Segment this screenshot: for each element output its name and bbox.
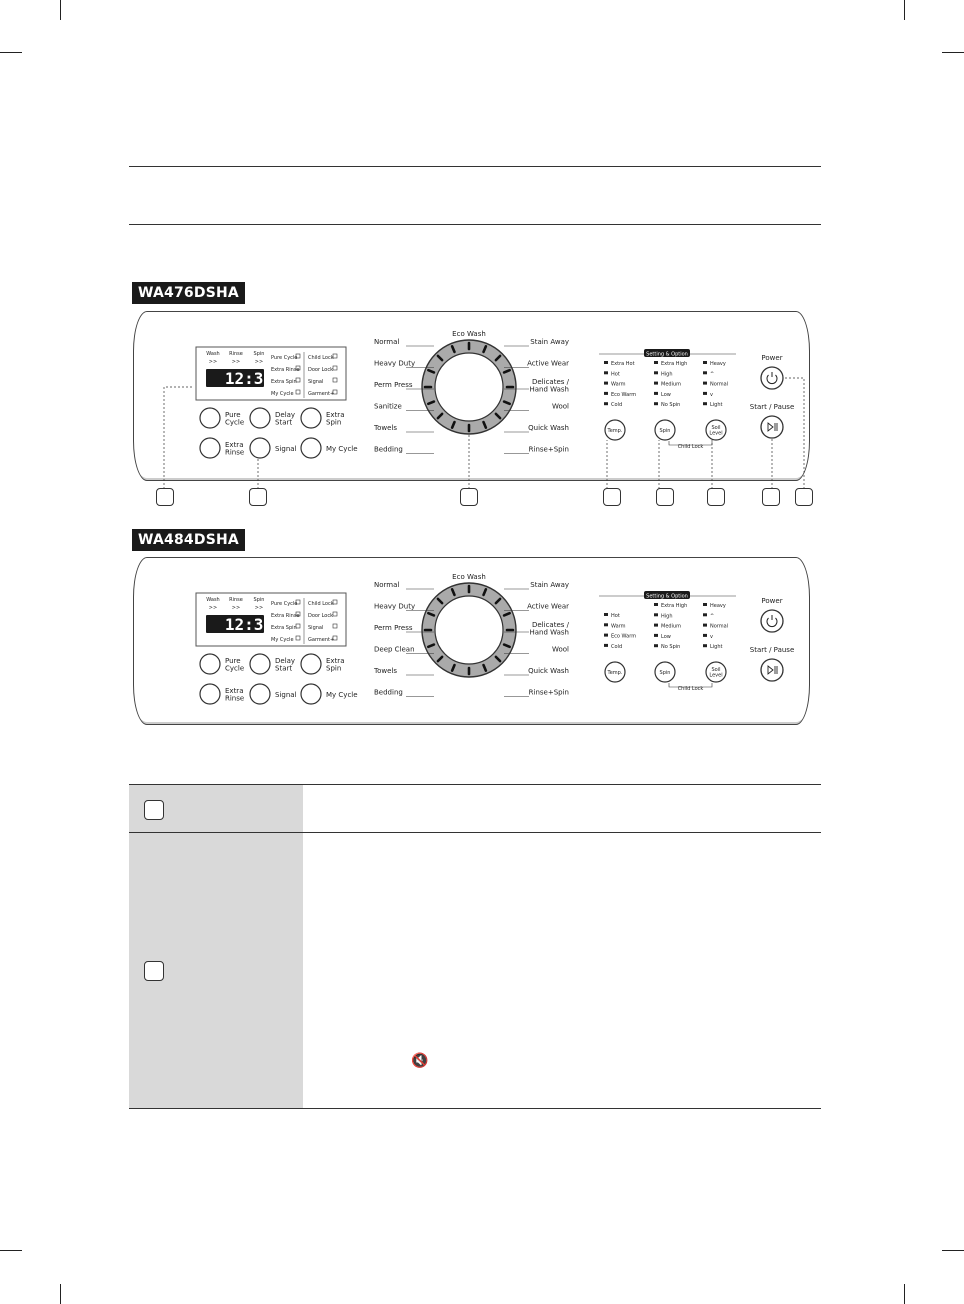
table-row-2-label-cell: [129, 833, 303, 1108]
setting-indicator-led: [604, 634, 608, 637]
power-button[interactable]: [761, 367, 783, 389]
display-option-7: Garment+: [308, 637, 335, 643]
setting-option-2-1: ^: [710, 371, 715, 378]
callout-7: [762, 488, 780, 506]
setting-option-1-0: Extra High: [661, 603, 688, 609]
cycle-label-left-5: Bedding: [374, 445, 403, 454]
setting-option-2-3: v: [710, 633, 713, 640]
display-option-5: Door Lock: [308, 367, 334, 373]
setting-indicator-led: [604, 613, 608, 616]
lcd-time: 12:30: [224, 369, 274, 388]
table-row-2-callout: [144, 961, 164, 981]
cycle-label-right-2: Delicates / Hand Wash: [529, 378, 569, 394]
model-label-b: WA484DSHA: [132, 529, 245, 551]
stage-arrow-icon: >>: [254, 605, 264, 611]
setting-indicator-led: [654, 382, 658, 385]
setting-indicator-led: [654, 624, 658, 627]
display-option-7: Garment+: [308, 391, 335, 397]
setting-option-1-4: No Spin: [661, 402, 681, 409]
setting-indicator-led: [654, 634, 658, 637]
cycle-label-right-2: Delicates / Hand Wash: [529, 621, 569, 637]
display-option-0: Pure Cycle: [271, 601, 298, 607]
display-option-2: Extra Spin: [271, 379, 297, 385]
option-button-1[interactable]: [250, 654, 270, 674]
setting-option-1-1: High: [661, 613, 673, 620]
stage-label-rinse: Rinse: [229, 351, 243, 357]
setting-option-2-2: Normal: [710, 623, 729, 630]
cycle-label-right-0: Stain Away: [530, 581, 569, 589]
setting-option-2-1: ^: [710, 613, 715, 620]
cycle-label-right-4: Quick Wash: [528, 667, 569, 675]
table-row-1-label-cell: [129, 785, 303, 833]
option-button-4[interactable]: [250, 438, 270, 458]
callout-leader-1: [164, 387, 194, 489]
setting-option-2-4: Light: [710, 402, 723, 409]
setting-indicator-led: [604, 382, 608, 385]
setting-option-0-2: Eco Warm: [611, 633, 637, 640]
settings-header: Setting & Option: [646, 351, 688, 358]
setting-indicator-led: [703, 382, 707, 385]
stage-label-rinse: Rinse: [229, 597, 243, 603]
setting-option-0-3: Eco Warm: [611, 391, 637, 398]
display-option-6: Signal: [308, 625, 324, 631]
crop-mark: [60, 1284, 61, 1304]
table-row-2: [129, 832, 821, 1109]
option-button-3[interactable]: [200, 684, 220, 704]
setting-indicator-led: [604, 392, 608, 395]
setting-indicator-led: [703, 371, 707, 374]
setting-indicator-led: [703, 634, 707, 637]
control-panel-drawing-b: [134, 558, 809, 724]
setting-indicator-led: [604, 644, 608, 647]
setting-indicator-led: [604, 402, 608, 405]
option-button-label-1: Delay Start: [275, 411, 296, 427]
setting-indicator-led: [654, 371, 658, 374]
setting-button-label-1: Spin: [659, 670, 671, 676]
setting-option-0-3: Cold: [611, 643, 623, 650]
option-button-1[interactable]: [250, 408, 270, 428]
mute-speaker-icon: 🔇: [411, 1053, 429, 1069]
setting-button-label-0: Temp.: [607, 428, 623, 434]
header-rule-top: [129, 166, 821, 167]
setting-option-1-4: No Spin: [661, 644, 681, 651]
cycle-label-left-3: Deep Clean: [374, 645, 415, 654]
cycle-label-right-5: Rinse+Spin: [528, 688, 569, 697]
setting-option-2-0: Heavy: [710, 361, 726, 367]
start-pause-button[interactable]: [761, 416, 783, 438]
option-button-4[interactable]: [250, 684, 270, 704]
stage-arrow-icon: >>: [208, 605, 218, 611]
setting-indicator-led: [703, 613, 707, 616]
crop-mark: [0, 52, 22, 53]
callout-1: [156, 488, 174, 506]
setting-option-2-2: Normal: [710, 381, 729, 388]
crop-mark: [942, 52, 964, 53]
cycle-label-right-0: Stain Away: [530, 338, 569, 346]
setting-button-label-2: Soil Level: [709, 667, 723, 679]
start-pause-button[interactable]: [761, 659, 783, 681]
setting-option-1-0: Extra High: [661, 361, 688, 367]
option-button-label-2: Extra Spin: [326, 411, 345, 427]
cycle-dial-center: [435, 353, 503, 421]
setting-option-0-4: Cold: [611, 402, 623, 409]
stage-label-spin: Spin: [253, 351, 265, 357]
setting-indicator-led: [604, 623, 608, 626]
setting-option-1-3: Low: [661, 391, 671, 398]
callout-leader-8: [783, 378, 804, 489]
model-label-a: WA476DSHA: [132, 282, 245, 304]
setting-option-0-1: Hot: [611, 371, 620, 378]
header-rule-bottom: [129, 224, 821, 225]
setting-option-1-2: Medium: [661, 623, 681, 630]
setting-indicator-led: [654, 644, 658, 647]
display-option-2: Extra Spin: [271, 625, 297, 631]
cycle-label-left-5: Bedding: [374, 688, 403, 697]
option-button-label-0: Pure Cycle: [225, 411, 245, 427]
start-pause-label: Start / Pause: [749, 646, 795, 654]
setting-option-2-4: Light: [710, 644, 723, 651]
cycle-label-left-2: Perm Press: [374, 624, 413, 632]
setting-indicator-led: [654, 361, 658, 364]
option-button-label-3: Extra Rinse: [225, 441, 245, 457]
cycle-label-right-1: Active Wear: [527, 359, 569, 368]
stage-arrow-icon: >>: [208, 359, 218, 365]
option-button-label-3: Extra Rinse: [225, 687, 245, 703]
cycle-label-left-4: Towels: [374, 424, 397, 432]
settings-header: Setting & Option: [646, 593, 688, 600]
option-button-2[interactable]: [301, 408, 321, 428]
control-panel-drawing-a: [134, 312, 809, 480]
setting-option-1-2: Medium: [661, 381, 681, 388]
display-option-4: Child Lock: [308, 601, 334, 607]
setting-option-1-3: Low: [661, 633, 671, 640]
setting-indicator-led: [604, 361, 608, 364]
cycle-label-left-1: Heavy Duty: [374, 602, 416, 611]
cycle-label-top: Eco Wash: [452, 573, 486, 581]
cycle-label-top: Eco Wash: [452, 330, 486, 338]
stage-label-spin: Spin: [253, 597, 265, 603]
callout-8: [795, 488, 813, 506]
setting-option-2-0: Heavy: [710, 603, 726, 609]
setting-indicator-led: [654, 402, 658, 405]
option-button-label-1: Delay Start: [275, 657, 296, 673]
option-button-3[interactable]: [200, 438, 220, 458]
setting-indicator-led: [703, 644, 707, 647]
display-option-3: My Cycle: [271, 637, 294, 643]
callout-6: [707, 488, 725, 506]
cycle-label-right-5: Rinse+Spin: [528, 445, 569, 454]
crop-mark: [942, 1250, 964, 1251]
stage-arrow-icon: >>: [231, 605, 241, 611]
setting-option-0-2: Warm: [611, 381, 626, 388]
setting-option-0-1: Warm: [611, 623, 626, 630]
setting-option-0-0: Hot: [611, 613, 620, 619]
option-button-label-5: My Cycle: [326, 691, 358, 699]
setting-indicator-led: [703, 402, 707, 405]
option-button-label-5: My Cycle: [326, 445, 358, 453]
cycle-label-left-4: Towels: [374, 667, 397, 675]
option-button-label-4: Signal: [275, 691, 297, 699]
cycle-label-right-3: Wool: [551, 402, 569, 411]
setting-option-0-0: Extra Hot: [611, 361, 635, 367]
setting-button-label-0: Temp.: [607, 670, 623, 676]
option-button-0[interactable]: [200, 408, 220, 428]
display-option-5: Door Lock: [308, 613, 334, 619]
cycle-label-right-1: Active Wear: [527, 602, 569, 611]
control-panel-b: [133, 557, 810, 725]
start-pause-label: Start / Pause: [749, 403, 795, 411]
setting-indicator-led: [604, 371, 608, 374]
stage-label-wash: Wash: [206, 351, 220, 357]
power-label: Power: [761, 597, 783, 605]
option-button-5[interactable]: [301, 438, 321, 458]
cycle-label-right-4: Quick Wash: [528, 424, 569, 432]
option-button-label-0: Pure Cycle: [225, 657, 245, 673]
display-option-0: Pure Cycle: [271, 355, 298, 361]
cycle-label-left-2: Perm Press: [374, 381, 413, 389]
table-row-1: [129, 784, 821, 833]
setting-indicator-led: [654, 613, 658, 616]
control-panel-a: [133, 311, 810, 481]
option-button-0[interactable]: [200, 654, 220, 674]
cycle-label-left-0: Normal: [374, 581, 400, 589]
display-option-1: Extra Rinse: [271, 367, 300, 373]
power-button[interactable]: [761, 610, 783, 632]
stage-arrow-icon: >>: [231, 359, 241, 365]
option-button-5[interactable]: [301, 684, 321, 704]
setting-button-label-1: Spin: [659, 428, 671, 434]
cycle-label-left-3: Sanitize: [374, 402, 402, 411]
callout-4: [603, 488, 621, 506]
crop-mark: [0, 1250, 22, 1251]
option-button-label-2: Extra Spin: [326, 657, 345, 673]
display-option-6: Signal: [308, 379, 324, 385]
setting-indicator-led: [703, 624, 707, 627]
crop-mark: [60, 0, 61, 20]
option-button-label-4: Signal: [275, 445, 297, 453]
cycle-label-left-0: Normal: [374, 338, 400, 346]
crop-mark: [904, 1284, 905, 1304]
setting-button-label-2: Soil Level: [709, 425, 723, 437]
display-option-4: Child Lock: [308, 355, 334, 361]
display-option-3: My Cycle: [271, 391, 294, 397]
child-lock-note: Child Lock: [677, 686, 704, 692]
option-button-2[interactable]: [301, 654, 321, 674]
setting-indicator-led: [654, 392, 658, 395]
cycle-dial-center: [435, 596, 503, 664]
table-row-1-callout: [144, 800, 164, 820]
callout-5: [656, 488, 674, 506]
setting-indicator-led: [654, 603, 658, 606]
display-option-1: Extra Rinse: [271, 613, 300, 619]
setting-indicator-led: [703, 392, 707, 395]
stage-label-wash: Wash: [206, 597, 220, 603]
crop-mark: [904, 0, 905, 20]
lcd-time: 12:30: [224, 615, 274, 634]
cycle-label-left-1: Heavy Duty: [374, 359, 416, 368]
setting-option-2-3: v: [710, 391, 713, 398]
setting-indicator-led: [703, 603, 707, 606]
child-lock-note: Child Lock: [677, 444, 704, 450]
power-label: Power: [761, 354, 783, 362]
callout-2: [249, 488, 267, 506]
setting-indicator-led: [703, 361, 707, 364]
callout-3: [460, 488, 478, 506]
stage-arrow-icon: >>: [254, 359, 264, 365]
cycle-label-right-3: Wool: [551, 645, 569, 654]
setting-option-1-1: High: [661, 371, 673, 378]
